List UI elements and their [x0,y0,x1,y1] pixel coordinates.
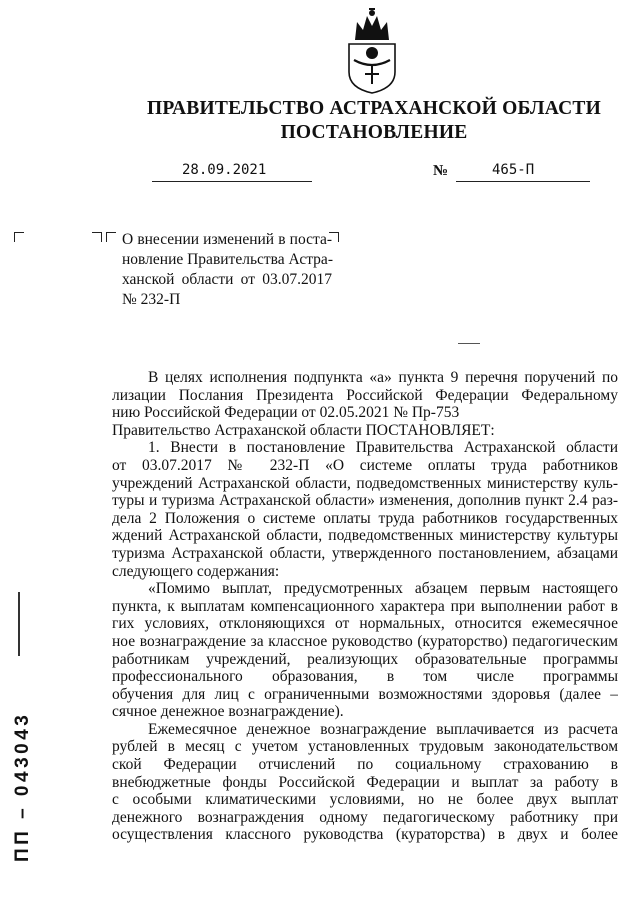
body-line: Ежемесячное денежное вознаграждение выплачивается из расчета [148,720,618,738]
body-line: нию Российской Федерации от 02.05.2021 № Пр-753 [112,404,460,422]
document-body [112,369,618,844]
body-line: туры и туризма Астраханской области» изменения, дополнив пункт 2.4 раз- [112,492,618,510]
margin-corner-mark [14,232,24,242]
body-line: обучения для лиц с ограниченными возможностями здоровья (далее – [112,685,618,703]
subject-corner-mark [106,232,116,242]
body-line: учреждений Астраханской области, подведомственных министерству куль- [112,474,618,492]
form-serial-number: ПП – 043043 [12,711,33,862]
body-line: туризма Астраханской области, утвержденного постановлением, абзацами [112,544,618,562]
body-line: работникам учреждений, реализующих образовательные программы [112,650,618,668]
body-line: Правительство Астраханской области ПОСТАНОВЛЯЕТ: [112,421,495,439]
document-subject [122,230,332,310]
body-line: следующего содержания: [112,562,280,580]
document-type: ПОСТАНОВЛЕНИЕ [280,122,468,143]
body-line: от 03.07.2017 № 232-П «О системе оплаты труда работников [112,456,618,474]
body-line: ской Федерации отчислений по социальному страхованию в [112,756,618,774]
body-line: 1. Внести в постановление Правительства Астраханской области [148,439,618,457]
body-line: гих условиях, отклоняющихся от нормальных, относится ежемесячное [112,615,618,633]
body-line: с особыми климатическими условиями, но не более двух выплат [112,791,618,809]
body-line: пункта, к выплатам компенсационного характера при выполнении работ в [112,597,618,615]
date-underline [152,181,312,182]
body-line: ное вознаграждение за классное руководство (кураторство) педагогическим [112,632,618,650]
body-line: рублей в месяц с учетом установленных трудовым законодательством [112,738,618,756]
body-line: сячное денежное вознаграждение). [112,703,344,721]
margin-corner-mark [92,232,102,242]
subject-line: № 232-П [122,291,181,308]
subject-line: ханской области от 03.07.2017 [122,271,332,288]
margin-bar [18,592,20,656]
document-number: 465-П [492,162,535,178]
subject-line: О внесении изменений в поста- [122,231,332,248]
body-line: лизации Послания Президента Российской Федерации Федеральному [112,386,618,404]
body-line: ждений Астраханской области, подведомственных министерству культуры [112,527,618,545]
form-serial-stamp [6,702,36,862]
document-date: 28.09.2021 [182,162,267,178]
body-line: В целях исполнения подпункта «а» пункта 9 перечня поручений по [148,369,618,386]
number-underline [456,181,590,182]
number-sign: № [433,163,449,179]
separator-mark [458,343,480,344]
coat-of-arms-icon [345,8,399,94]
body-line: дела 2 Положения о системе оплаты труда работников государственных [112,509,618,527]
body-line: «Помимо выплат, предусмотренных абзацем первым настоящего [148,580,618,598]
body-line: внебюджетные фонды Российской Федерации и выплат за работу в [112,773,618,791]
organization-title: ПРАВИТЕЛЬСТВО АСТРАХАНСКОЙ ОБЛАСТИ [147,98,601,119]
body-line: осуществления классного руководства (кураторства) в двух и более [112,826,618,844]
body-line: профессионального образования, в том числе программы [112,668,618,686]
subject-line: новление Правительства Астра- [122,251,333,268]
body-line: денежного вознаграждения одному педагогическому работнику при [112,808,618,826]
